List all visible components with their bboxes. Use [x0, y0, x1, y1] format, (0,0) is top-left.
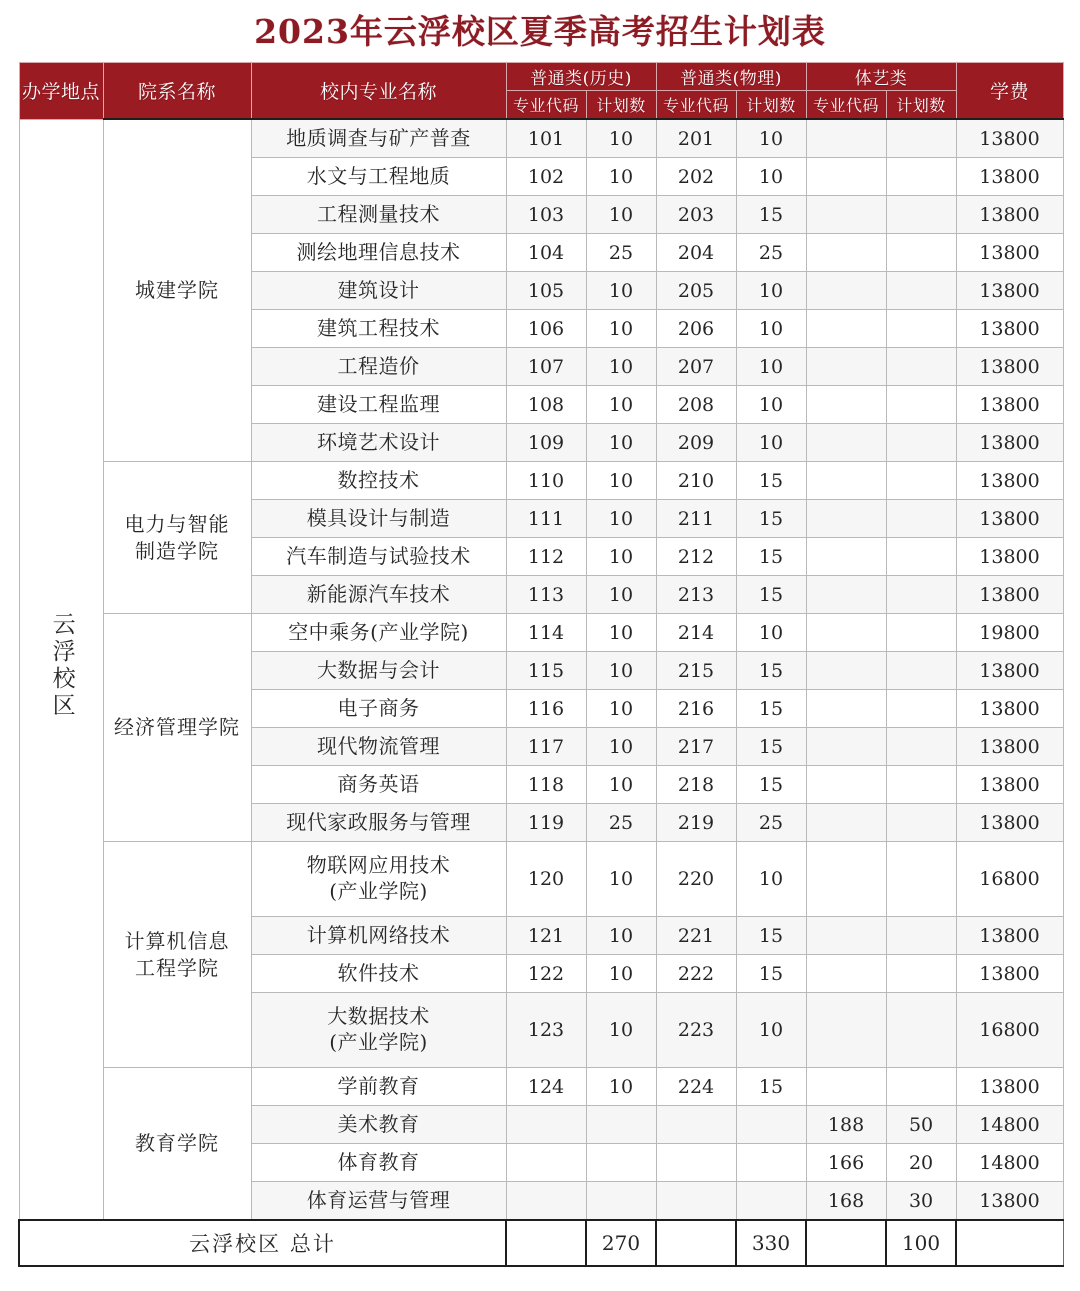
physics-plan-cell	[736, 1144, 806, 1182]
history-plan-cell: 10	[586, 766, 656, 804]
history-code-cell: 113	[506, 576, 586, 614]
campus-label: 云浮校区	[48, 612, 75, 721]
history-code-cell: 121	[506, 917, 586, 955]
header-major: 校内专业名称	[251, 63, 506, 120]
history-code-cell: 109	[506, 424, 586, 462]
physics-code-cell: 216	[656, 690, 736, 728]
history-code-cell: 122	[506, 955, 586, 993]
major-name-cell: 新能源汽车技术	[251, 576, 506, 614]
tuition-cell: 13800	[956, 576, 1063, 614]
tuition-cell: 13800	[956, 196, 1063, 234]
department-label: 城建学院	[135, 278, 219, 302]
total-tuition	[956, 1220, 1063, 1266]
arts-plan-cell	[886, 766, 956, 804]
physics-code-cell: 207	[656, 348, 736, 386]
history-plan-cell: 10	[586, 500, 656, 538]
physics-plan-cell: 25	[736, 804, 806, 842]
arts-plan-cell	[886, 424, 956, 462]
major-name-cell: 现代物流管理	[251, 728, 506, 766]
history-plan-cell: 10	[586, 993, 656, 1068]
physics-plan-cell: 10	[736, 993, 806, 1068]
physics-code-cell: 204	[656, 234, 736, 272]
arts-code-cell	[806, 500, 886, 538]
tuition-cell: 13800	[956, 538, 1063, 576]
history-plan-cell: 10	[586, 1068, 656, 1106]
history-plan-cell: 10	[586, 652, 656, 690]
major-name-cell: 建筑设计	[251, 272, 506, 310]
major-name-line2: (产业学院)	[329, 879, 428, 903]
arts-code-cell	[806, 842, 886, 917]
tuition-cell: 13800	[956, 158, 1063, 196]
department-label-line2: 制造学院	[135, 538, 219, 563]
physics-plan-cell: 15	[736, 462, 806, 500]
arts-code-cell	[806, 690, 886, 728]
history-plan-cell: 10	[586, 310, 656, 348]
history-plan-cell: 10	[586, 917, 656, 955]
major-name-cell: 数控技术	[251, 462, 506, 500]
arts-code-cell	[806, 462, 886, 500]
major-name-cell: 环境艺术设计	[251, 424, 506, 462]
physics-plan-cell: 15	[736, 728, 806, 766]
arts-plan-cell	[886, 310, 956, 348]
arts-code-cell	[806, 804, 886, 842]
arts-plan-cell	[886, 804, 956, 842]
physics-code-cell: 208	[656, 386, 736, 424]
history-plan-cell: 10	[586, 690, 656, 728]
history-code-cell: 101	[506, 119, 586, 158]
tuition-cell: 13800	[956, 424, 1063, 462]
table-body	[19, 119, 1063, 1266]
major-name-line1: 大数据技术	[327, 1004, 430, 1029]
arts-code-cell	[806, 272, 886, 310]
history-code-cell: 107	[506, 348, 586, 386]
arts-code-cell	[806, 424, 886, 462]
major-name-cell: 水文与工程地质	[251, 158, 506, 196]
major-name-cell: 现代家政服务与管理	[251, 804, 506, 842]
history-plan-cell: 10	[586, 424, 656, 462]
header-department: 院系名称	[103, 63, 251, 120]
physics-code-cell: 202	[656, 158, 736, 196]
arts-code-cell	[806, 386, 886, 424]
major-name-cell: 空中乘务(产业学院)	[251, 614, 506, 652]
department-cell	[103, 1068, 251, 1221]
history-plan-cell: 10	[586, 576, 656, 614]
history-code-cell: 110	[506, 462, 586, 500]
major-name-cell: 汽车制造与试验技术	[251, 538, 506, 576]
arts-code-cell	[806, 766, 886, 804]
major-name-cell: 体育运营与管理	[251, 1182, 506, 1221]
physics-code-cell: 219	[656, 804, 736, 842]
table-row	[19, 842, 1063, 917]
history-plan-cell: 10	[586, 842, 656, 917]
arts-code-cell	[806, 310, 886, 348]
major-name-cell: 大数据与会计	[251, 652, 506, 690]
physics-plan-cell: 10	[736, 310, 806, 348]
header-location: 办学地点	[19, 63, 103, 120]
physics-code-cell: 201	[656, 119, 736, 158]
department-label-line1: 电力与智能	[124, 511, 230, 536]
header-physics-code: 专业代码	[656, 91, 736, 120]
plan-table-wrapper	[18, 62, 1062, 1267]
history-plan-cell	[586, 1144, 656, 1182]
history-code-cell	[506, 1144, 586, 1182]
tuition-cell: 13800	[956, 766, 1063, 804]
table-row	[19, 462, 1063, 500]
arts-code-cell	[806, 993, 886, 1068]
total-history-code	[506, 1220, 586, 1266]
department-label: 经济管理学院	[114, 715, 240, 739]
history-code-cell: 123	[506, 993, 586, 1068]
history-code-cell: 118	[506, 766, 586, 804]
history-plan-cell	[586, 1182, 656, 1221]
department-label-line2: 工程学院	[135, 955, 219, 980]
major-name-cell: 软件技术	[251, 955, 506, 993]
history-plan-cell: 10	[586, 614, 656, 652]
header-group-history: 普通类(历史)	[506, 63, 656, 91]
physics-plan-cell	[736, 1106, 806, 1144]
history-plan-cell	[586, 1106, 656, 1144]
tuition-cell: 13800	[956, 955, 1063, 993]
arts-code-cell	[806, 1068, 886, 1106]
physics-plan-cell: 15	[736, 766, 806, 804]
history-code-cell: 120	[506, 842, 586, 917]
table-row	[19, 119, 1063, 158]
history-code-cell	[506, 1106, 586, 1144]
page-title-bar	[0, 0, 1080, 62]
tuition-cell: 16800	[956, 993, 1063, 1068]
tuition-cell: 13800	[956, 1182, 1063, 1221]
history-code-cell: 124	[506, 1068, 586, 1106]
arts-plan-cell	[886, 196, 956, 234]
arts-plan-cell	[886, 842, 956, 917]
department-label-line1: 计算机信息	[124, 928, 230, 953]
physics-plan-cell: 15	[736, 1068, 806, 1106]
history-plan-cell: 10	[586, 158, 656, 196]
history-code-cell: 112	[506, 538, 586, 576]
header-arts-code: 专业代码	[806, 91, 886, 120]
total-row	[19, 1220, 1063, 1266]
total-history-plan: 270	[586, 1220, 656, 1266]
history-code-cell: 102	[506, 158, 586, 196]
major-name-cell: 体育教育	[251, 1144, 506, 1182]
history-plan-cell: 10	[586, 462, 656, 500]
major-name-cell: 建设工程监理	[251, 386, 506, 424]
arts-code-cell	[806, 348, 886, 386]
history-code-cell	[506, 1182, 586, 1221]
major-name-cell: 计算机网络技术	[251, 917, 506, 955]
department-cell	[103, 614, 251, 842]
physics-plan-cell: 15	[736, 955, 806, 993]
physics-code-cell: 220	[656, 842, 736, 917]
tuition-cell: 14800	[956, 1106, 1063, 1144]
arts-plan-cell	[886, 993, 956, 1068]
tuition-cell: 13800	[956, 272, 1063, 310]
major-name-cell: 测绘地理信息技术	[251, 234, 506, 272]
physics-plan-cell: 10	[736, 348, 806, 386]
physics-code-cell: 205	[656, 272, 736, 310]
physics-plan-cell: 10	[736, 272, 806, 310]
arts-plan-cell	[886, 690, 956, 728]
physics-code-cell: 203	[656, 196, 736, 234]
tuition-cell: 13800	[956, 804, 1063, 842]
physics-plan-cell: 10	[736, 424, 806, 462]
arts-plan-cell	[886, 272, 956, 310]
tuition-cell: 13800	[956, 386, 1063, 424]
major-name-cell: 商务英语	[251, 766, 506, 804]
arts-plan-cell	[886, 500, 956, 538]
physics-plan-cell: 15	[736, 576, 806, 614]
total-label-cell: 云浮校区 总计	[19, 1220, 506, 1266]
history-code-cell: 104	[506, 234, 586, 272]
arts-code-cell	[806, 614, 886, 652]
arts-plan-cell	[886, 538, 956, 576]
arts-code-cell	[806, 652, 886, 690]
arts-code-cell: 188	[806, 1106, 886, 1144]
major-name-cell: 工程测量技术	[251, 196, 506, 234]
physics-code-cell: 212	[656, 538, 736, 576]
total-physics-code	[656, 1220, 736, 1266]
major-name-cell: 学前教育	[251, 1068, 506, 1106]
major-name-cell: 地质调查与矿产普查	[251, 119, 506, 158]
major-name-cell: 电子商务	[251, 690, 506, 728]
tuition-cell: 13800	[956, 310, 1063, 348]
history-code-cell: 119	[506, 804, 586, 842]
arts-plan-cell: 50	[886, 1106, 956, 1144]
total-physics-plan: 330	[736, 1220, 806, 1266]
header-physics-plan: 计划数	[736, 91, 806, 120]
department-cell	[103, 842, 251, 1068]
arts-plan-cell	[886, 158, 956, 196]
physics-code-cell: 206	[656, 310, 736, 348]
major-name-cell: 美术教育	[251, 1106, 506, 1144]
arts-code-cell	[806, 234, 886, 272]
history-code-cell: 108	[506, 386, 586, 424]
history-code-cell: 116	[506, 690, 586, 728]
physics-plan-cell: 10	[736, 158, 806, 196]
arts-code-cell: 168	[806, 1182, 886, 1221]
tuition-cell: 13800	[956, 500, 1063, 538]
history-plan-cell: 10	[586, 196, 656, 234]
major-name-line1: 物联网应用技术	[306, 853, 451, 878]
physics-plan-cell	[736, 1182, 806, 1221]
header-history-plan: 计划数	[586, 91, 656, 120]
table-row	[19, 614, 1063, 652]
physics-code-cell: 210	[656, 462, 736, 500]
arts-plan-cell: 20	[886, 1144, 956, 1182]
tuition-cell: 13800	[956, 917, 1063, 955]
major-name-cell: 模具设计与制造	[251, 500, 506, 538]
history-plan-cell: 10	[586, 119, 656, 158]
campus-cell	[19, 119, 103, 1220]
history-plan-cell: 10	[586, 955, 656, 993]
history-code-cell: 111	[506, 500, 586, 538]
physics-code-cell: 221	[656, 917, 736, 955]
tuition-cell: 13800	[956, 234, 1063, 272]
header-row-groups	[19, 63, 1063, 91]
major-name-cell: 工程造价	[251, 348, 506, 386]
history-plan-cell: 10	[586, 348, 656, 386]
header-group-arts-sports: 体艺类	[806, 63, 956, 91]
tuition-cell: 19800	[956, 614, 1063, 652]
total-arts-plan: 100	[886, 1220, 956, 1266]
physics-plan-cell: 15	[736, 652, 806, 690]
major-name-cell	[251, 842, 506, 917]
arts-plan-cell	[886, 386, 956, 424]
arts-plan-cell	[886, 1068, 956, 1106]
arts-plan-cell	[886, 576, 956, 614]
tuition-cell: 13800	[956, 652, 1063, 690]
physics-plan-cell: 10	[736, 842, 806, 917]
arts-code-cell	[806, 196, 886, 234]
physics-code-cell: 209	[656, 424, 736, 462]
arts-plan-cell	[886, 728, 956, 766]
history-code-cell: 105	[506, 272, 586, 310]
physics-code-cell	[656, 1106, 736, 1144]
major-name-cell	[251, 993, 506, 1068]
physics-plan-cell: 25	[736, 234, 806, 272]
arts-plan-cell	[886, 462, 956, 500]
physics-plan-cell: 15	[736, 500, 806, 538]
history-code-cell: 115	[506, 652, 586, 690]
history-plan-cell: 10	[586, 728, 656, 766]
arts-code-cell: 166	[806, 1144, 886, 1182]
arts-code-cell	[806, 538, 886, 576]
tuition-cell: 13800	[956, 728, 1063, 766]
header-history-code: 专业代码	[506, 91, 586, 120]
page-title: 2023年云浮校区夏季高考招生计划表	[254, 11, 826, 51]
arts-plan-cell: 30	[886, 1182, 956, 1221]
physics-plan-cell: 15	[736, 917, 806, 955]
header-arts-plan: 计划数	[886, 91, 956, 120]
tuition-cell: 13800	[956, 462, 1063, 500]
history-plan-cell: 25	[586, 804, 656, 842]
arts-plan-cell	[886, 614, 956, 652]
arts-plan-cell	[886, 955, 956, 993]
arts-plan-cell	[886, 652, 956, 690]
total-arts-code	[806, 1220, 886, 1266]
physics-code-cell: 214	[656, 614, 736, 652]
tuition-cell: 13800	[956, 690, 1063, 728]
arts-code-cell	[806, 158, 886, 196]
department-cell	[103, 462, 251, 614]
history-code-cell: 103	[506, 196, 586, 234]
physics-plan-cell: 10	[736, 614, 806, 652]
physics-code-cell: 223	[656, 993, 736, 1068]
history-plan-cell: 25	[586, 234, 656, 272]
arts-plan-cell	[886, 917, 956, 955]
physics-code-cell: 222	[656, 955, 736, 993]
physics-code-cell: 224	[656, 1068, 736, 1106]
arts-plan-cell	[886, 119, 956, 158]
arts-plan-cell	[886, 234, 956, 272]
header-tuition: 学费	[956, 63, 1063, 120]
physics-code-cell: 213	[656, 576, 736, 614]
arts-code-cell	[806, 576, 886, 614]
table-header	[19, 63, 1063, 120]
arts-code-cell	[806, 955, 886, 993]
physics-code-cell: 217	[656, 728, 736, 766]
tuition-cell: 13800	[956, 1068, 1063, 1106]
physics-plan-cell: 10	[736, 119, 806, 158]
history-plan-cell: 10	[586, 538, 656, 576]
tuition-cell: 13800	[956, 119, 1063, 158]
tuition-cell: 14800	[956, 1144, 1063, 1182]
tuition-cell: 16800	[956, 842, 1063, 917]
arts-code-cell	[806, 119, 886, 158]
physics-code-cell: 215	[656, 652, 736, 690]
physics-code-cell	[656, 1144, 736, 1182]
physics-plan-cell: 10	[736, 386, 806, 424]
history-code-cell: 114	[506, 614, 586, 652]
arts-plan-cell	[886, 348, 956, 386]
arts-code-cell	[806, 917, 886, 955]
history-plan-cell: 10	[586, 386, 656, 424]
history-code-cell: 117	[506, 728, 586, 766]
enrollment-plan-table	[18, 62, 1064, 1267]
arts-code-cell	[806, 728, 886, 766]
physics-plan-cell: 15	[736, 538, 806, 576]
physics-code-cell: 211	[656, 500, 736, 538]
history-plan-cell: 10	[586, 272, 656, 310]
history-code-cell: 106	[506, 310, 586, 348]
department-label: 教育学院	[135, 1131, 219, 1155]
major-name-cell: 建筑工程技术	[251, 310, 506, 348]
physics-plan-cell: 15	[736, 196, 806, 234]
physics-code-cell	[656, 1182, 736, 1221]
header-group-physics: 普通类(物理)	[656, 63, 806, 91]
physics-plan-cell: 15	[736, 690, 806, 728]
tuition-cell: 13800	[956, 348, 1063, 386]
department-cell	[103, 119, 251, 462]
major-name-line2: (产业学院)	[329, 1030, 428, 1054]
physics-code-cell: 218	[656, 766, 736, 804]
table-row	[19, 1068, 1063, 1106]
